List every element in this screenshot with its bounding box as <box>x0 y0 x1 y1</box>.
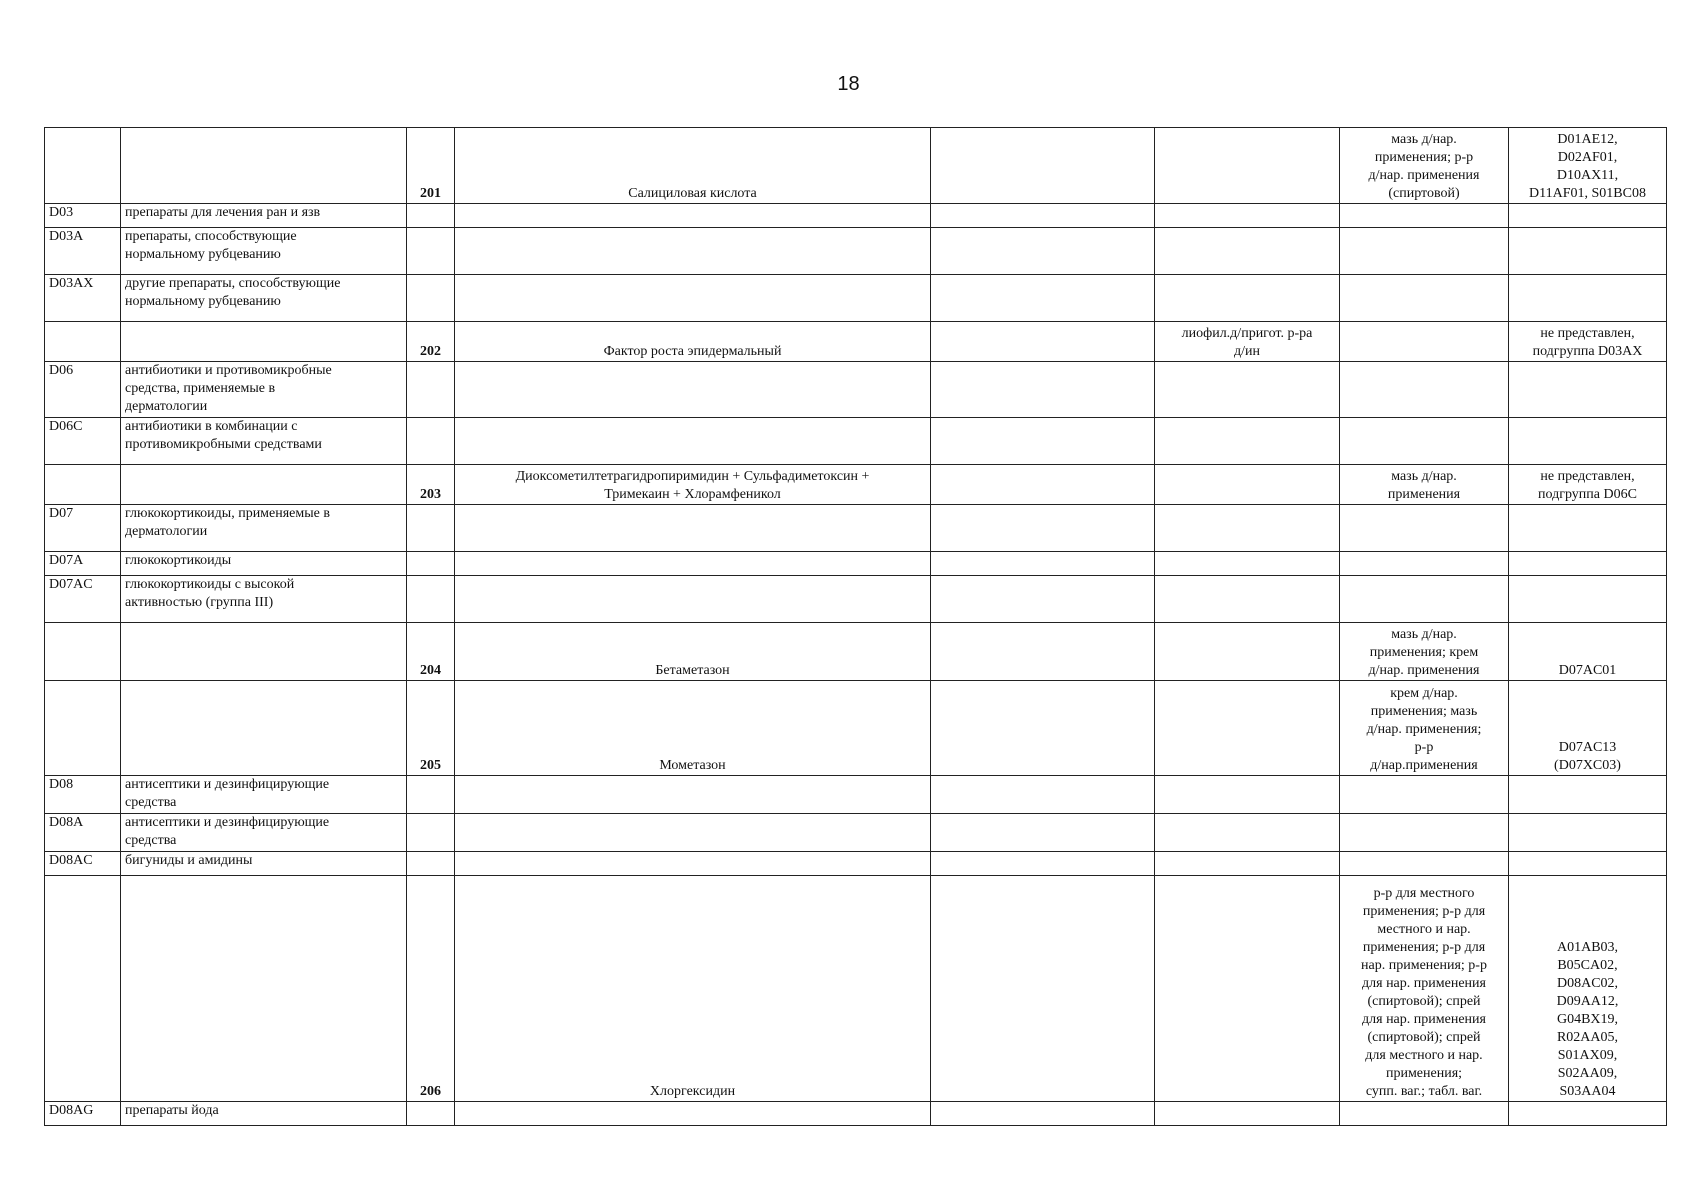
dosage-form-details <box>1340 418 1509 465</box>
dosage-form-cell <box>1155 681 1340 776</box>
table-row <box>45 322 1667 362</box>
group-description <box>121 275 407 322</box>
group-description-text: антисептики и дезинфицирующие средства <box>125 815 330 848</box>
drug-name <box>455 275 931 322</box>
item-number <box>407 128 455 204</box>
empty-cell <box>931 814 1155 852</box>
group-description <box>121 128 407 204</box>
atc-group-code <box>45 322 121 362</box>
atc-group-code <box>45 814 121 852</box>
table-row <box>45 852 1667 876</box>
group-description <box>121 204 407 228</box>
drug-name-text: Мометазон <box>659 758 726 773</box>
drug-name <box>455 623 931 681</box>
atc-group-code <box>45 681 121 776</box>
empty-cell <box>931 204 1155 228</box>
item-number <box>407 852 455 876</box>
drug-name <box>455 814 931 852</box>
atc-code <box>1509 681 1667 776</box>
empty-cell <box>931 505 1155 552</box>
atc-group-code-text: D03A <box>49 229 84 244</box>
item-number <box>407 1102 455 1126</box>
group-description <box>121 776 407 814</box>
empty-cell <box>931 776 1155 814</box>
dosage-form-cell <box>1155 204 1340 228</box>
table-row <box>45 465 1667 505</box>
group-description <box>121 576 407 623</box>
item-number <box>407 505 455 552</box>
drug-name <box>455 204 931 228</box>
group-description <box>121 814 407 852</box>
table-row <box>45 776 1667 814</box>
table-row <box>45 128 1667 204</box>
drug-name <box>455 418 931 465</box>
atc-group-code <box>45 876 121 1102</box>
item-number <box>407 776 455 814</box>
dosage-form-cell <box>1155 275 1340 322</box>
empty-cell <box>931 418 1155 465</box>
empty-cell <box>931 681 1155 776</box>
item-number <box>407 876 455 1102</box>
dosage-form-cell <box>1155 876 1340 1102</box>
dosage-form-details <box>1340 623 1509 681</box>
atc-code-text: D07AC13 (D07XC03) <box>1554 740 1621 773</box>
item-number <box>407 228 455 275</box>
group-description <box>121 852 407 876</box>
atc-group-code-text: D06C <box>49 419 83 434</box>
dosage-form-details <box>1340 465 1509 505</box>
atc-group-code-text: D08A <box>49 815 84 830</box>
drug-name <box>455 1102 931 1126</box>
group-description <box>121 362 407 418</box>
group-description <box>121 876 407 1102</box>
atc-code <box>1509 204 1667 228</box>
dosage-form-details <box>1340 814 1509 852</box>
empty-cell <box>931 876 1155 1102</box>
dosage-form-cell <box>1155 322 1340 362</box>
atc-group-code <box>45 418 121 465</box>
dosage-form-cell <box>1155 418 1340 465</box>
item-number-text: 206 <box>420 1084 441 1099</box>
atc-code <box>1509 1102 1667 1126</box>
table-row <box>45 814 1667 852</box>
item-number-text: 205 <box>420 758 441 773</box>
table-row <box>45 876 1667 1102</box>
dosage-form-details <box>1340 852 1509 876</box>
group-description <box>121 1102 407 1126</box>
dosage-form-details <box>1340 1102 1509 1126</box>
table-row <box>45 623 1667 681</box>
table-row <box>45 204 1667 228</box>
atc-group-code-text: D03AX <box>49 276 94 291</box>
group-description-text: бигуниды и амидины <box>125 853 253 868</box>
dosage-form-details <box>1340 876 1509 1102</box>
group-description <box>121 623 407 681</box>
atc-group-code <box>45 1102 121 1126</box>
dosage-form-cell <box>1155 623 1340 681</box>
drug-name-text: Бетаметазон <box>655 663 730 678</box>
drug-name <box>455 228 931 275</box>
drug-name <box>455 322 931 362</box>
atc-group-code <box>45 228 121 275</box>
group-description-text: глюкокортикоиды с высокой активностью (группа III) <box>125 577 295 610</box>
item-number <box>407 465 455 505</box>
drug-name <box>455 576 931 623</box>
item-number <box>407 623 455 681</box>
dosage-form-details <box>1340 275 1509 322</box>
drug-name-text: Салициловая кислота <box>628 186 757 201</box>
table-row <box>45 681 1667 776</box>
dosage-form-details-text: мазь д/нар. применения; крем д/нар. применения <box>1368 627 1480 678</box>
dosage-form-details <box>1340 681 1509 776</box>
atc-group-code <box>45 852 121 876</box>
group-description-text: препараты, способствующие нормальному рубцеванию <box>125 229 297 262</box>
atc-code-text: не представлен, подгруппа D03AX <box>1532 326 1643 359</box>
dosage-form-details <box>1340 576 1509 623</box>
dosage-form-details <box>1340 228 1509 275</box>
empty-cell <box>931 852 1155 876</box>
group-description-text: антибиотики и противомикробные средства, применяемые в дерматологии <box>125 363 332 414</box>
atc-code <box>1509 623 1667 681</box>
atc-code <box>1509 576 1667 623</box>
atc-group-code <box>45 362 121 418</box>
empty-cell <box>931 275 1155 322</box>
dosage-form-cell <box>1155 505 1340 552</box>
item-number <box>407 275 455 322</box>
atc-group-code <box>45 552 121 576</box>
dosage-form-details <box>1340 128 1509 204</box>
atc-code <box>1509 876 1667 1102</box>
group-description <box>121 322 407 362</box>
atc-code <box>1509 128 1667 204</box>
group-description <box>121 552 407 576</box>
item-number <box>407 204 455 228</box>
dosage-form-details-text: мазь д/нар. применения; р-р д/нар. применения (спиртовой) <box>1368 132 1480 201</box>
item-number <box>407 552 455 576</box>
atc-group-code <box>45 465 121 505</box>
dosage-form-cell <box>1155 552 1340 576</box>
atc-code-text: D01AE12, D02AF01, D10AX11, D11AF01, S01BC08 <box>1529 132 1646 201</box>
atc-code <box>1509 465 1667 505</box>
dosage-form-cell <box>1155 814 1340 852</box>
empty-cell <box>931 576 1155 623</box>
dosage-form-details <box>1340 362 1509 418</box>
atc-code-text: не представлен, подгруппа D06C <box>1538 469 1637 502</box>
dosage-form-details <box>1340 505 1509 552</box>
group-description <box>121 228 407 275</box>
empty-cell <box>931 465 1155 505</box>
atc-code <box>1509 814 1667 852</box>
atc-code <box>1509 552 1667 576</box>
drug-name-text: Фактор роста эпидермальный <box>603 344 782 359</box>
table-row <box>45 362 1667 418</box>
item-number <box>407 681 455 776</box>
atc-code <box>1509 362 1667 418</box>
table-row <box>45 552 1667 576</box>
empty-cell <box>931 362 1155 418</box>
atc-group-code-text: D07A <box>49 553 84 568</box>
atc-code-text: A01AB03, B05CA02, D08AC02, D09AA12, G04BX19, R02AA05, S01AX09, S02AA09, S03AA04 <box>1556 940 1619 1099</box>
drug-name <box>455 876 931 1102</box>
table-row <box>45 1102 1667 1126</box>
atc-code <box>1509 275 1667 322</box>
dosage-form-cell <box>1155 228 1340 275</box>
group-description <box>121 465 407 505</box>
group-description-text: глюкокортикоиды, применяемые в дерматологии <box>125 506 330 539</box>
item-number <box>407 362 455 418</box>
atc-group-code-text: D08AC <box>49 853 93 868</box>
drug-name <box>455 362 931 418</box>
drug-name <box>455 465 931 505</box>
dosage-form-cell <box>1155 465 1340 505</box>
atc-group-code <box>45 576 121 623</box>
atc-code <box>1509 418 1667 465</box>
table-row <box>45 228 1667 275</box>
empty-cell <box>931 552 1155 576</box>
dosage-form-cell <box>1155 1102 1340 1126</box>
dosage-form-details-text: мазь д/нар. применения <box>1387 469 1461 502</box>
atc-code <box>1509 852 1667 876</box>
group-description-text: другие препараты, способствующие нормальному рубцеванию <box>125 276 341 309</box>
drug-name <box>455 776 931 814</box>
group-description <box>121 418 407 465</box>
drug-classification-table <box>44 127 1667 1126</box>
drug-name <box>455 681 931 776</box>
drug-name-text: Диоксометилтетрагидропиримидин + Сульфадиметоксин + Тримекаин + Хлорамфеникол <box>515 469 870 502</box>
item-number <box>407 576 455 623</box>
atc-group-code <box>45 505 121 552</box>
dosage-form-details <box>1340 204 1509 228</box>
dosage-form-details-text: крем д/нар. применения; мазь д/нар. применения; р-р д/нар.применения <box>1366 686 1482 773</box>
atc-group-code <box>45 275 121 322</box>
group-description-text: препараты для лечения ран и язв <box>125 205 321 220</box>
table-row <box>45 275 1667 322</box>
page-number: 18 <box>837 73 860 95</box>
drug-name <box>455 128 931 204</box>
table-row <box>45 576 1667 623</box>
group-description-text: препараты йода <box>125 1103 219 1118</box>
dosage-form-cell <box>1155 576 1340 623</box>
item-number-text: 204 <box>420 663 441 678</box>
atc-group-code-text: D07 <box>49 506 74 521</box>
atc-group-code-text: D06 <box>49 363 74 378</box>
atc-group-code <box>45 204 121 228</box>
atc-code <box>1509 322 1667 362</box>
item-number <box>407 418 455 465</box>
dosage-form-cell <box>1155 852 1340 876</box>
atc-group-code <box>45 776 121 814</box>
drug-name <box>455 505 931 552</box>
table-row <box>45 418 1667 465</box>
empty-cell <box>931 1102 1155 1126</box>
atc-code-text: D07AC01 <box>1558 663 1617 678</box>
group-description <box>121 505 407 552</box>
atc-code <box>1509 776 1667 814</box>
group-description-text: глюкокортикоиды <box>125 553 232 568</box>
atc-group-code-text: D07AC <box>49 577 93 592</box>
item-number <box>407 322 455 362</box>
empty-cell <box>931 623 1155 681</box>
dosage-form-cell <box>1155 128 1340 204</box>
atc-code <box>1509 228 1667 275</box>
item-number-text: 202 <box>420 344 441 359</box>
drug-name <box>455 552 931 576</box>
dosage-form-details <box>1340 776 1509 814</box>
atc-group-code-text: D08AG <box>49 1103 94 1118</box>
table-row <box>45 505 1667 552</box>
dosage-form-details-text: р-р для местного применения; р-р для местного и нар. применения; р-р для нар. применения; р-р для нар. применения (спиртовой); спрей для нар. применения (спиртовой); спрей для местного и нар. применения; супп. ваг.; табл. ваг. <box>1361 886 1487 1099</box>
atc-group-code-text: D08 <box>49 777 74 792</box>
empty-cell <box>931 128 1155 204</box>
dosage-form-cell <box>1155 362 1340 418</box>
item-number <box>407 814 455 852</box>
group-description-text: антибиотики в комбинации с противомикробными средствами <box>125 419 322 452</box>
dosage-form-cell-text: лиофил.д/пригот. р-ра д/ин <box>1181 326 1313 359</box>
atc-group-code <box>45 623 121 681</box>
atc-group-code-text: D03 <box>49 205 74 220</box>
item-number-text: 201 <box>420 186 441 201</box>
drug-name <box>455 852 931 876</box>
atc-code <box>1509 505 1667 552</box>
dosage-form-details <box>1340 552 1509 576</box>
dosage-form-details <box>1340 322 1509 362</box>
table-body <box>45 128 1667 1126</box>
empty-cell <box>931 228 1155 275</box>
group-description-text: антисептики и дезинфицирующие средства <box>125 777 330 810</box>
group-description <box>121 681 407 776</box>
empty-cell <box>931 322 1155 362</box>
item-number-text: 203 <box>420 487 441 502</box>
atc-group-code <box>45 128 121 204</box>
drug-name-text: Хлоргексидин <box>649 1084 736 1099</box>
dosage-form-cell <box>1155 776 1340 814</box>
